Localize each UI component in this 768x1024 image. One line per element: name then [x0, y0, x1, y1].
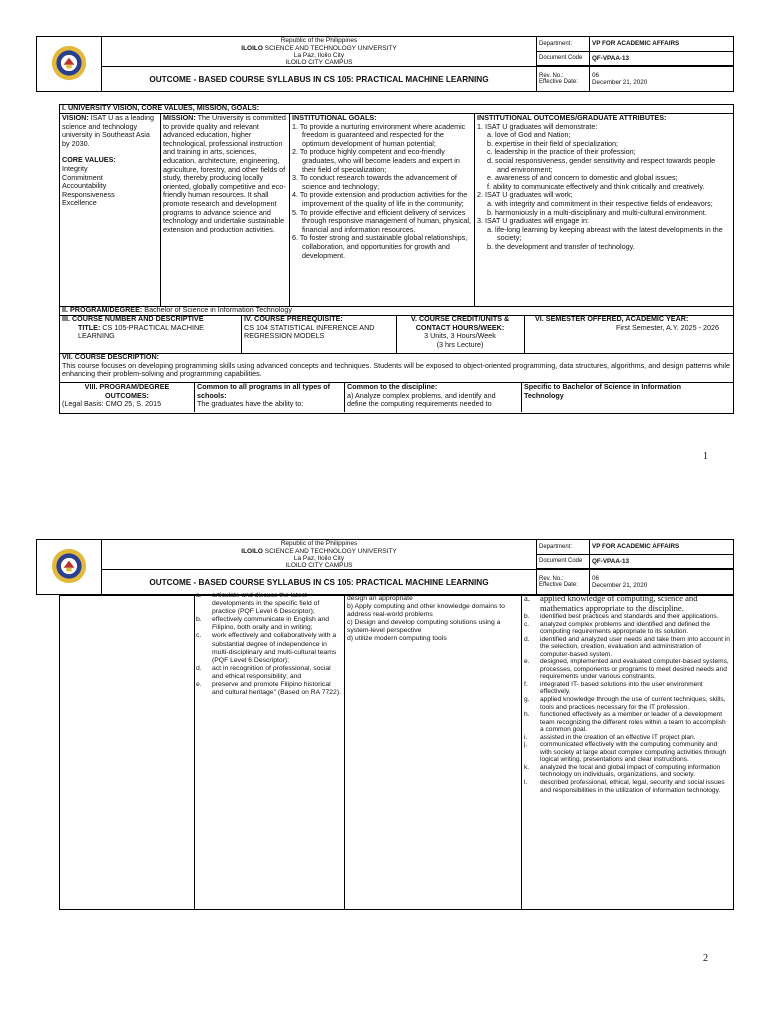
list-item: j. communicated effectively with the computing community and with society at large about complex computing activities through logical writing, presentations and clear instructions.: [524, 741, 727, 764]
outcome-item: c. leadership in the practice of their profession;: [487, 147, 636, 157]
department-value: VP FOR ACADEMIC AFFAIRS: [590, 37, 734, 52]
semester-cell: VI. SEMESTER OFFERED, ACADEMIC YEAR: First Semester, A.Y. 2025 - 2026: [535, 315, 719, 332]
campus-line: ILOILO CITY CAMPUS: [285, 58, 353, 66]
goal-item: 2. To produce highly competent and eco-friendly graduates, who will become leaders and expert in their field of specialization;: [292, 147, 460, 174]
core-value-item: Accountability: [62, 181, 107, 191]
core-value-item: Excellence: [62, 198, 97, 208]
list-item: e. preserve and promote Filipino historical and cultural heritage" (Based on RA 7722).: [196, 681, 341, 697]
rev-effective-labels: Rev. No.: Effective Date:: [537, 67, 590, 92]
specific-bsit-list: [524, 593, 730, 909]
outcome-item: 1. ISAT U graduates will demonstrate:: [477, 121, 598, 131]
outcome-item: a. with integrity and commitment in their respective fields of endeavors;: [487, 198, 713, 208]
common-discipline-cell: Common to the discipline: a) Analyze complex problems, and identify and define the computing requirements needed to: [347, 383, 496, 409]
page-number: 2: [703, 953, 708, 964]
list-item: e. designed, implemented and evaluated computer-based systems, processes, components or programs to meet desired needs and requirements under various constraints.: [524, 658, 729, 681]
program-outcomes-label-cell: VIII. PROGRAM/DEGREE OUTCOMES: (Legal Basis: CMO 25, S. 2015: [62, 383, 170, 409]
list-item: h. functioned effectively as a member or leader of a development team recognizing the different roles within a team to accomplish a common goal.: [524, 711, 726, 734]
goal-item: 6. To foster strong and sustainable global relationships, collaboration, and opportunities for growth and development.: [292, 233, 468, 260]
university-seal-icon: [51, 548, 87, 584]
outcome-item: a. life-long learning by keeping abreast with the latest developments in the society;: [487, 224, 723, 243]
page-number: 1: [703, 451, 708, 462]
core-value-item: Integrity: [62, 163, 88, 173]
goal-item: 5. To provide effective and efficient delivery of services through responsive management of human, physical, financial and information resources.: [292, 207, 472, 234]
list-item: l. described professional, ethical, legal, security and social issues and responsibilities in the utilization of information technology.: [524, 779, 725, 794]
common-all-programs-cell: Common to all programs in all types of schools: The graduates have the ability to:: [197, 383, 330, 409]
outcome-item: f. ability to communicate effectively and think critically and creatively.: [487, 181, 705, 191]
list-item: k. analyzed the local and global impact of computing information technology on individuals, organizations, and society.: [524, 763, 721, 779]
program-degree-row: II. PROGRAM/DEGREE: Bachelor of Science in Information Technology: [62, 306, 292, 314]
list-item: d. identified and analyzed user needs and take them into account in the selection, creation, evaluation and administration of computer-based system.: [524, 635, 730, 658]
outcome-item: e. awareness of and concern to domestic and global issues;: [487, 173, 678, 183]
outcome-item: 3. ISAT U graduates will engage in:: [477, 216, 590, 226]
syllabus-title: OUTCOME - BASED COURSE SYLLABUS IN CS 105: PRACTICAL MACHINE LEARNING: [102, 67, 537, 92]
rev-effective-labels: Rev. No.: Effective Date:: [537, 570, 590, 595]
credit-units-cell: V. COURSE CREDIT/UNITS & CONTACT HOURS/WEEK: 3 Units, 3 Hours/Week (3 hrs Lecture): [410, 315, 510, 349]
list-item: a. applied knowledge of computing, science and mathematics appropriate to the discipline.: [524, 593, 698, 613]
rev-effective-values: 06 December 21, 2020: [590, 67, 734, 92]
outcome-item: b. harmoniously in a multi-disciplinary and multi-cultural environment.: [487, 207, 707, 217]
rev-effective-values: 06 December 21, 2020: [590, 570, 734, 595]
outcome-item: d. social responsiveness, gender sensitivity and respect towards people and environment;: [487, 155, 716, 174]
course-description-cell: VII. COURSE DESCRIPTION: This course focuses on developing programming skills using advanced concepts and techniques. Students will be exposed to object-oriented programming, data structures, algorithms, and design patterns while enhancing their problem-solving and programming capabilities.: [62, 353, 730, 379]
list-item: b) Apply computing and other knowledge domains to address real-world problems: [347, 603, 505, 619]
doc-code-value: QF-VPAA-13: [590, 51, 734, 66]
document-header: [36, 539, 734, 595]
goal-item: 3. To conduct research towards the advancement of science and technology;: [292, 173, 457, 191]
list-item: f. integrated IT- based solutions into the user environment effectively.: [524, 680, 703, 696]
syllabus-title: OUTCOME - BASED COURSE SYLLABUS IN CS 105: PRACTICAL MACHINE LEARNING: [102, 570, 537, 595]
vision-cell: VISION: ISAT U as a leading science and technology university in Southeast Asia by 2030. CORE VALUES: Integrity Commitment Accountability Responsiveness Excellence: [62, 114, 158, 304]
core-value-item: Responsiveness: [62, 189, 115, 199]
outcome-item: a. love of God and Nation;: [487, 130, 571, 140]
list-item: d. act in recognition of professional, social and ethical responsibility; and: [196, 664, 331, 680]
doc-code-label: Document Code: [537, 554, 590, 569]
logo-cell: [37, 540, 102, 595]
institutional-outcomes-cell: INSTITUTIONAL OUTCOMES/GRADUATE ATTRIBUTES: 1. ISAT U graduates will demonstrate: a. love of God and Nation; b. expertise in their field of specialization; c. leadership in the practice of their profession; d. social responsiveness, gender sensitivity and respect towards people and environment; e. awareness of and concern to domestic and global issues; f. ability to communicate effectively and think critically and creatively. 2. ISAT U graduates will work; a. with integrity and commitment in their respective fields of endeavors; b. harmoniously in a multi-disciplinary and multi-cultural environment. 3. ISAT U graduates will engage in: a. life-long learning by keeping abreast with the latest developments in the society; b. the development and transfer of technology.: [477, 114, 729, 306]
prerequisite-cell: IV. COURSE PREREQUISITE: CS 104 STATISTICAL INFERENCE AND REGRESSION MODELS: [244, 315, 375, 341]
outcome-item: b. the development and transfer of technology.: [487, 241, 635, 251]
list-item: b. identified best practices and standards and their applications.: [524, 613, 719, 620]
doc-code-value: QF-VPAA-13: [590, 554, 734, 569]
department-label: Department:: [537, 540, 590, 555]
goal-item: 1. To provide a nurturing environment where academic freedom is guaranteed and respected for the optimum development of human potential;: [292, 121, 466, 148]
republic-line: Republic of the Philippines: [280, 37, 358, 45]
list-item: d) utilize modern computing tools: [347, 635, 447, 643]
outcome-item: 2. ISAT U graduates will work;: [477, 190, 573, 200]
course-number-cell: III. COURSE NUMBER AND DESCRIPTIVE TITLE: CS 105-PRACTICAL MACHINE LEARNING: [62, 315, 204, 341]
address-line: La Paz, Iloilo City: [293, 51, 345, 59]
list-item: c. work effectively and collaboratively with a substantial degree of independence in multi-disciplinary and multi-cultural teams (PQF Level 6 Descriptor);: [196, 632, 337, 664]
department-label: Department:: [537, 37, 590, 52]
university-name: ILOILO SCIENCE AND TECHNOLOGY UNIVERSITY: [241, 44, 397, 52]
list-item: i. assisted in the creation of an effective IT project plan.: [524, 733, 696, 741]
institution-block: Republic of the Philippines ILOILO SCIENCE AND TECHNOLOGY UNIVERSITY La Paz, Iloilo City ILOILO CITY CAMPUS: [102, 540, 537, 570]
list-item: b. effectively communicate in English and Filipino, both orally and in writing;: [196, 616, 329, 632]
common-all-outcomes-list: [196, 592, 342, 742]
goal-item: 4. To provide extension and production activities for the improvement of the quality of life in the community;: [292, 190, 468, 208]
institutional-goals-cell: INSTITUTIONAL GOALS: 1. To provide a nurturing environment where academic freedom is guaranteed and respected for the optimum development of human potential; 2. To produce highly competent and eco-friendly graduates, who will become leaders and expert in their field of specialization; 3. To conduct research towards the advancement of science and technology; 4. To provide extension and production activities for the improvement of the quality of life in the community; 5. To provide effective and efficient delivery of services through responsive management of human, physical, financial and information resources. 6. To foster strong and sustainable global relationships, collaboration, and opportunities for growth and development.: [292, 114, 472, 260]
department-value: VP FOR ACADEMIC AFFAIRS: [590, 540, 734, 555]
doc-code-label: Document Code: [537, 51, 590, 66]
core-values-label: CORE VALUES:: [62, 155, 116, 165]
list-item: g. applied knowledge through the use of current techniques, skills, tools and practices necessary for the IT profession.: [524, 696, 726, 711]
common-discipline-list: [347, 595, 519, 644]
list-item: c) Design and develop computing solutions using a system-level perspective: [347, 619, 501, 635]
list-item: design an appropriate: [347, 595, 413, 602]
section1-heading: I. UNIVERSITY VISION, CORE VALUES, MISSION, GOALS:: [62, 104, 260, 112]
core-value-item: Commitment: [62, 172, 103, 182]
list-item: a. articulate and discuss the latest developments in the specific field of practice (PQF Level 6 Descriptor);: [196, 592, 320, 616]
specific-bsit-cell: Specific to Bachelor of Science in Information Technology: [524, 383, 681, 400]
mission-cell: MISSION: The University is committed to provide quality and relevant advanced education, higher technological, professional instruction and training in arts, sciences, education, architecture, engineering, agriculture, forestry, and other fields of study, thereby producing locally oriented, globally competitive and eco-friendly human resources. It shall promote research and development programs to advance science and technology and undertake sustainable extension and production activities.: [163, 114, 286, 234]
list-item: c. analyzed complex problems and identified and defined the computing requirements appropriate to its solution.: [524, 620, 711, 636]
outcome-item: b. expertise in their field of specialization;: [487, 138, 619, 148]
